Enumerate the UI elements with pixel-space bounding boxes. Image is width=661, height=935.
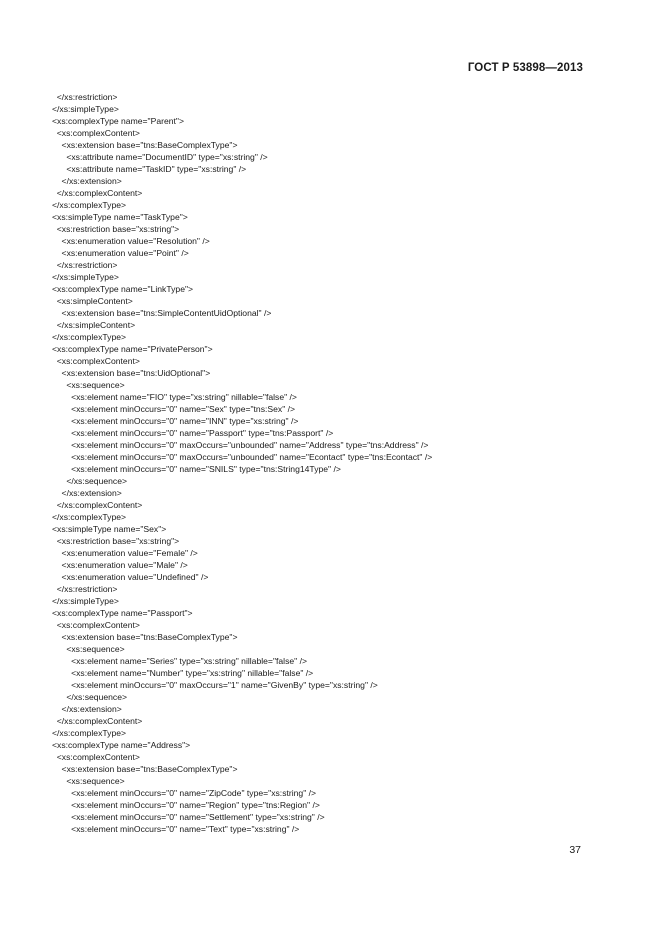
code-line: <xs:complexType name="PrivatePerson"> — [52, 344, 213, 354]
code-line: <xs:simpleType name="Sex"> — [52, 524, 167, 534]
code-line: <xs:element name="FIO" type="xs:string" nillable="false" /> — [52, 392, 297, 402]
code-line: <xs:extension base="tns:BaseComplexType"> — [52, 764, 238, 774]
code-line: <xs:complexType name="Address"> — [52, 740, 191, 750]
page-number: 37 — [569, 844, 581, 856]
code-line: </xs:simpleType> — [52, 596, 119, 606]
code-line: </xs:complexContent> — [52, 716, 143, 726]
code-line: <xs:element minOccurs="0" name="Region" type="tns:Region" /> — [52, 800, 320, 810]
standard-designation: ГОСТ Р 53898—2013 — [467, 62, 583, 74]
code-line: <xs:complexContent> — [52, 356, 140, 366]
code-line: <xs:enumeration value="Point" /> — [52, 248, 189, 258]
code-line: <xs:element minOccurs="0" maxOccurs="unbounded" name="Address" type="tns:Address" /> — [52, 440, 429, 450]
code-line: <xs:sequence> — [52, 644, 125, 654]
code-line: <xs:restriction base="xs:string"> — [52, 224, 180, 234]
code-line: <xs:enumeration value="Undefined" /> — [52, 572, 209, 582]
code-line: <xs:element name="Series" type="xs:string" nillable="false" /> — [52, 656, 307, 666]
code-line: <xs:complexContent> — [52, 752, 140, 762]
code-line: <xs:element minOccurs="0" name="Passport" type="tns:Passport" /> — [52, 428, 334, 438]
code-line: </xs:restriction> — [52, 584, 118, 594]
code-line: <xs:attribute name="DocumentID" type="xs:string" /> — [52, 152, 268, 162]
code-line: <xs:element minOccurs="0" name="Sex" type="tns:Sex" /> — [52, 404, 296, 414]
code-line: <xs:attribute name="TaskID" type="xs:string" /> — [52, 164, 247, 174]
xml-schema-listing — [52, 91, 612, 835]
code-line: <xs:element minOccurs="0" maxOccurs="1" name="GivenBy" type="xs:string" /> — [52, 680, 378, 690]
code-line: <xs:complexContent> — [52, 620, 140, 630]
code-line: <xs:extension base="tns:SimpleContentUidOptional" /> — [52, 308, 272, 318]
code-line: </xs:complexType> — [52, 332, 127, 342]
code-line: </xs:sequence> — [52, 476, 128, 486]
code-line: </xs:restriction> — [52, 260, 118, 270]
code-line: <xs:element minOccurs="0" name="ZipCode" type="xs:string" /> — [52, 788, 317, 798]
code-line: <xs:complexType name="LinkType"> — [52, 284, 194, 294]
code-line: <xs:element minOccurs="0" name="Text" type="xs:string" /> — [52, 824, 300, 834]
code-line: <xs:complexType name="Parent"> — [52, 116, 184, 126]
code-line: </xs:complexType> — [52, 512, 127, 522]
code-line: <xs:extension base="tns:BaseComplexType"> — [52, 632, 238, 642]
code-line: <xs:element minOccurs="0" name="Settlement" type="xs:string" /> — [52, 812, 325, 822]
code-line: <xs:element minOccurs="0" name="INN" type="xs:string" /> — [52, 416, 299, 426]
code-line: <xs:element minOccurs="0" name="SNILS" type="tns:String14Type" /> — [52, 464, 341, 474]
code-line: <xs:enumeration value="Female" /> — [52, 548, 198, 558]
code-line: </xs:restriction> — [52, 92, 118, 102]
code-line: </xs:extension> — [52, 704, 122, 714]
code-line: </xs:complexType> — [52, 728, 127, 738]
code-line: <xs:enumeration value="Resolution" /> — [52, 236, 210, 246]
code-line: <xs:element minOccurs="0" maxOccurs="unbounded" name="Econtact" type="tns:Econtact" /> — [52, 452, 433, 462]
code-line: </xs:complexContent> — [52, 188, 143, 198]
code-line: </xs:simpleType> — [52, 104, 119, 114]
code-line: </xs:simpleContent> — [52, 320, 136, 330]
code-line: <xs:extension base="tns:BaseComplexType"> — [52, 140, 238, 150]
code-line: </xs:extension> — [52, 176, 122, 186]
code-line: <xs:sequence> — [52, 776, 125, 786]
code-line: </xs:simpleType> — [52, 272, 119, 282]
code-line: <xs:enumeration value="Male" /> — [52, 560, 188, 570]
code-line: <xs:complexType name="Passport"> — [52, 608, 193, 618]
code-line: </xs:complexContent> — [52, 500, 143, 510]
code-line: <xs:simpleContent> — [52, 296, 133, 306]
code-line: <xs:extension base="tns:UidOptional"> — [52, 368, 211, 378]
code-line: </xs:complexType> — [52, 200, 127, 210]
code-line: </xs:extension> — [52, 488, 122, 498]
code-line: <xs:complexContent> — [52, 128, 140, 138]
code-line: <xs:sequence> — [52, 380, 125, 390]
code-line: <xs:element name="Number" type="xs:string" nillable="false" /> — [52, 668, 314, 678]
code-line: </xs:sequence> — [52, 692, 128, 702]
code-line: <xs:simpleType name="TaskType"> — [52, 212, 188, 222]
code-line: <xs:restriction base="xs:string"> — [52, 536, 180, 546]
